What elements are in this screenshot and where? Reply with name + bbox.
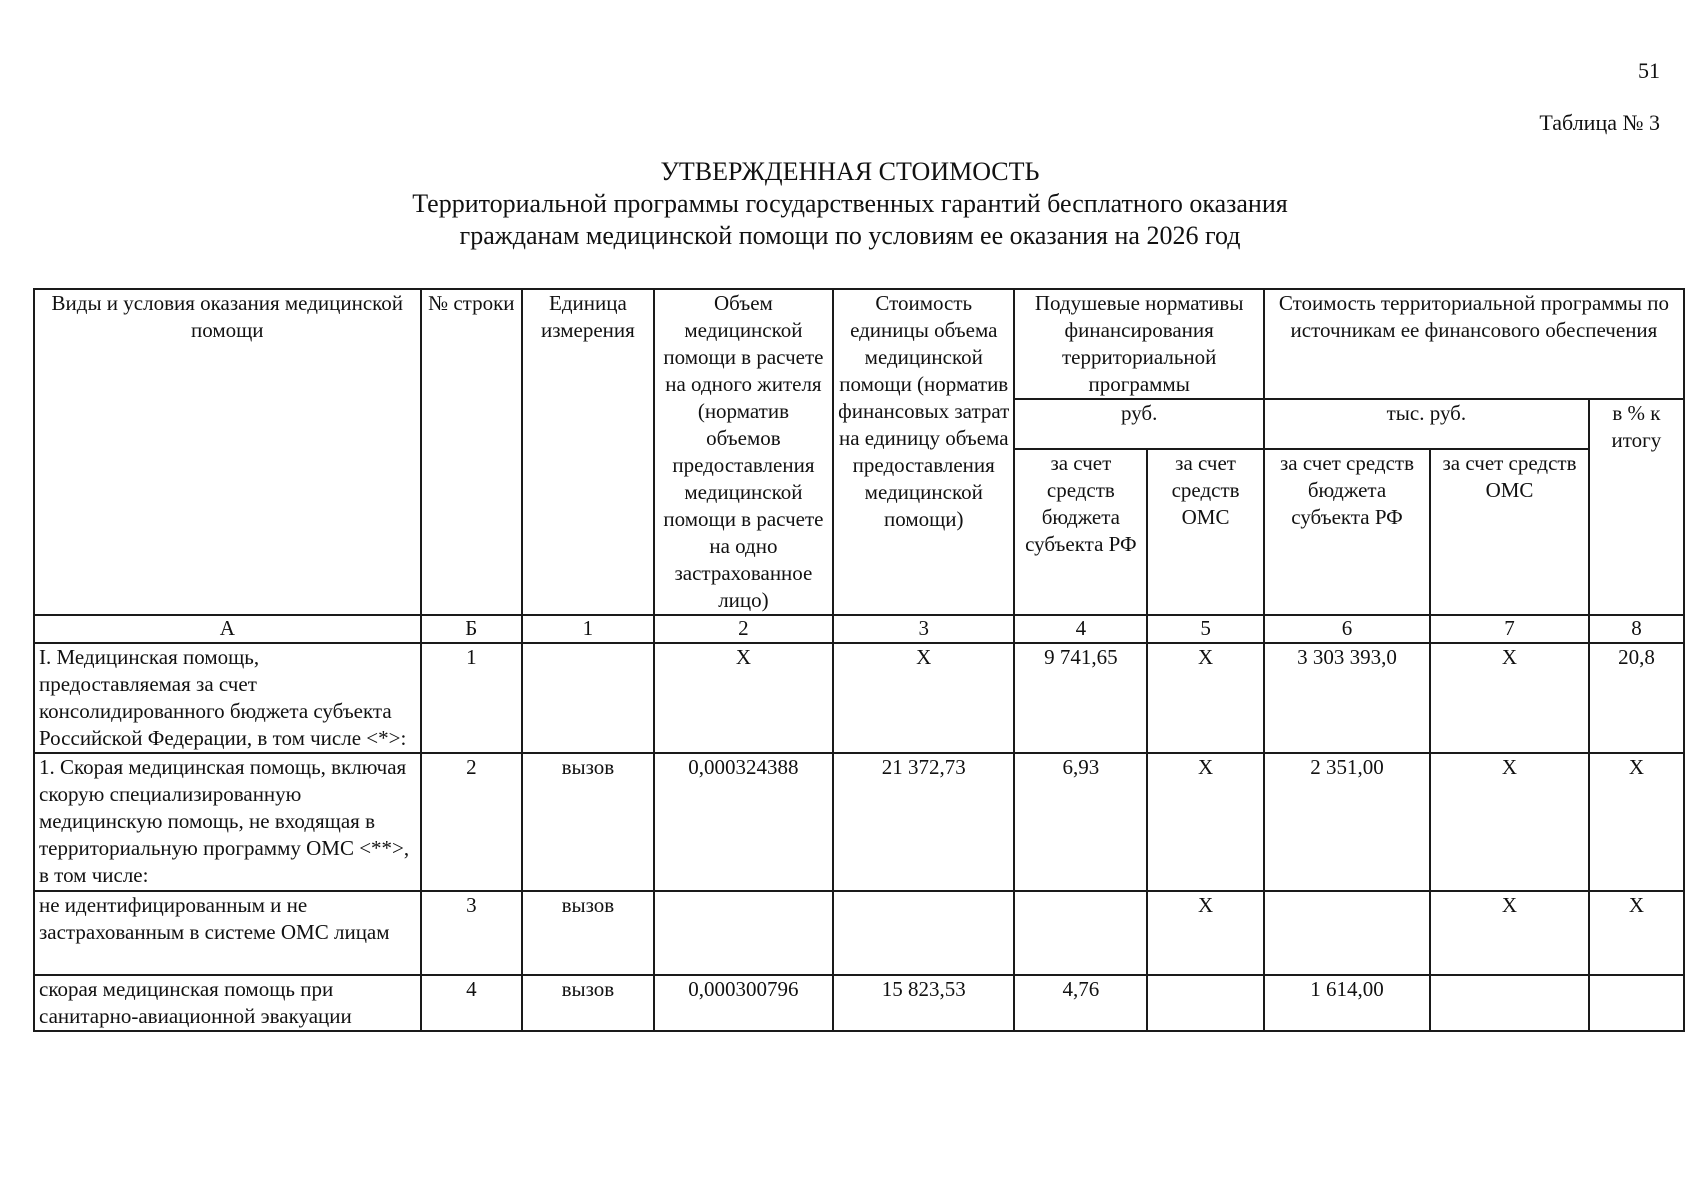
row-budget-total: [1264, 891, 1430, 975]
row-unit: вызов: [522, 891, 654, 975]
row-oms-total: Х: [1430, 753, 1589, 891]
row-cost: 21 372,73: [833, 753, 1014, 891]
row-budget: [1014, 891, 1147, 975]
row-percent: Х: [1589, 753, 1684, 891]
column-number: 6: [1264, 615, 1430, 643]
header-oms: за счет средств ОМС: [1147, 449, 1264, 615]
row-cost: 15 823,53: [833, 975, 1014, 1031]
row-oms: [1147, 975, 1264, 1031]
header-rub: руб.: [1014, 399, 1263, 449]
row-cost: [833, 891, 1014, 975]
table-row: [34, 975, 1684, 1031]
header-budget-rf-6: за счет средств бюджета субъекта РФ: [1264, 449, 1430, 615]
row-cost: Х: [833, 643, 1014, 753]
table-row: [34, 753, 1684, 891]
column-number: 3: [833, 615, 1014, 643]
header-oms-7: за счет средств ОМС: [1430, 449, 1589, 615]
cost-table: [33, 288, 1685, 1032]
row-volume: [654, 891, 833, 975]
column-number: 5: [1147, 615, 1264, 643]
column-number: 1: [522, 615, 654, 643]
title-line-1: УТВЕРЖДЕННАЯ СТОИМОСТЬ: [660, 157, 1040, 186]
row-budget: 6,93: [1014, 753, 1147, 891]
row-oms-total: [1430, 975, 1589, 1031]
row-no: 3: [421, 891, 523, 975]
header-thous-rub: тыс. руб.: [1264, 399, 1589, 449]
row-oms-total: Х: [1430, 643, 1589, 753]
row-percent: 20,8: [1589, 643, 1684, 753]
row-name: скорая медицинская помощь при санитарно-авиационной эвакуации: [34, 975, 421, 1031]
page-number: 51: [1638, 58, 1660, 83]
column-number: 8: [1589, 615, 1684, 643]
row-oms: Х: [1147, 643, 1264, 753]
column-number: А: [34, 615, 421, 643]
column-numbers-row: [34, 615, 1684, 643]
row-budget-total: 3 303 393,0: [1264, 643, 1430, 753]
table-label: Таблица № 3: [1539, 110, 1660, 135]
header-unit-cost: Стоимость единицы объема медицинской помощи (норматив финансовых затрат на единицу объема предоставления медицинской помощи): [833, 289, 1014, 615]
row-percent: Х: [1589, 891, 1684, 975]
header-row-no: № строки: [421, 289, 523, 615]
column-number: Б: [421, 615, 523, 643]
row-oms: Х: [1147, 891, 1264, 975]
row-name: не идентифицированным и не застрахованным в системе ОМС лицам: [34, 891, 421, 975]
row-unit: вызов: [522, 753, 654, 891]
row-name: 1. Скорая медицинская помощь, включая скорую специализированную медицинскую помощь, не входящая в территориальную программу ОМС <**>, в том числе:: [34, 753, 421, 891]
row-volume: 0,000324388: [654, 753, 833, 891]
title-line-2: Территориальной программы государственных гарантий бесплатного оказания: [412, 189, 1288, 218]
header-types: Виды и условия оказания медицинской помощи: [34, 289, 421, 615]
row-budget-total: 1 614,00: [1264, 975, 1430, 1031]
row-volume: 0,000300796: [654, 975, 833, 1031]
row-name: I. Медицинская помощь, предоставляемая за счет консолидированного бюджета субъекта Российской Федерации, в том числе <*>:: [34, 643, 421, 753]
title-line-3: гражданам медицинской помощи по условиям ее оказания на 2026 год: [459, 221, 1241, 250]
row-budget-total: 2 351,00: [1264, 753, 1430, 891]
row-budget: 9 741,65: [1014, 643, 1147, 753]
row-no: 2: [421, 753, 523, 891]
header-per-capita: Подушевые нормативы финансирования территориальной программы: [1014, 289, 1263, 399]
row-no: 4: [421, 975, 523, 1031]
row-percent: [1589, 975, 1684, 1031]
header-percent: в % к итогу: [1589, 399, 1684, 615]
column-number: 2: [654, 615, 833, 643]
header-volume: Объем медицинской помощи в расчете на одного жителя (норматив объемов предоставления медицинской помощи в расчете на одно застрахованное лицо): [654, 289, 833, 615]
header-unit: Единица измерения: [522, 289, 654, 615]
column-number: 4: [1014, 615, 1147, 643]
header-program-cost: Стоимость территориальной программы по источникам ее финансового обеспечения: [1264, 289, 1684, 399]
document-title: [260, 156, 1440, 252]
row-volume: Х: [654, 643, 833, 753]
row-budget: 4,76: [1014, 975, 1147, 1031]
row-unit: вызов: [522, 975, 654, 1031]
table-row: [34, 643, 1684, 753]
row-unit: [522, 643, 654, 753]
row-no: 1: [421, 643, 523, 753]
row-oms-total: Х: [1430, 891, 1589, 975]
column-number: 7: [1430, 615, 1589, 643]
table-row: [34, 891, 1684, 975]
row-oms: Х: [1147, 753, 1264, 891]
header-budget-rf: за счет средств бюджета субъекта РФ: [1014, 449, 1147, 615]
